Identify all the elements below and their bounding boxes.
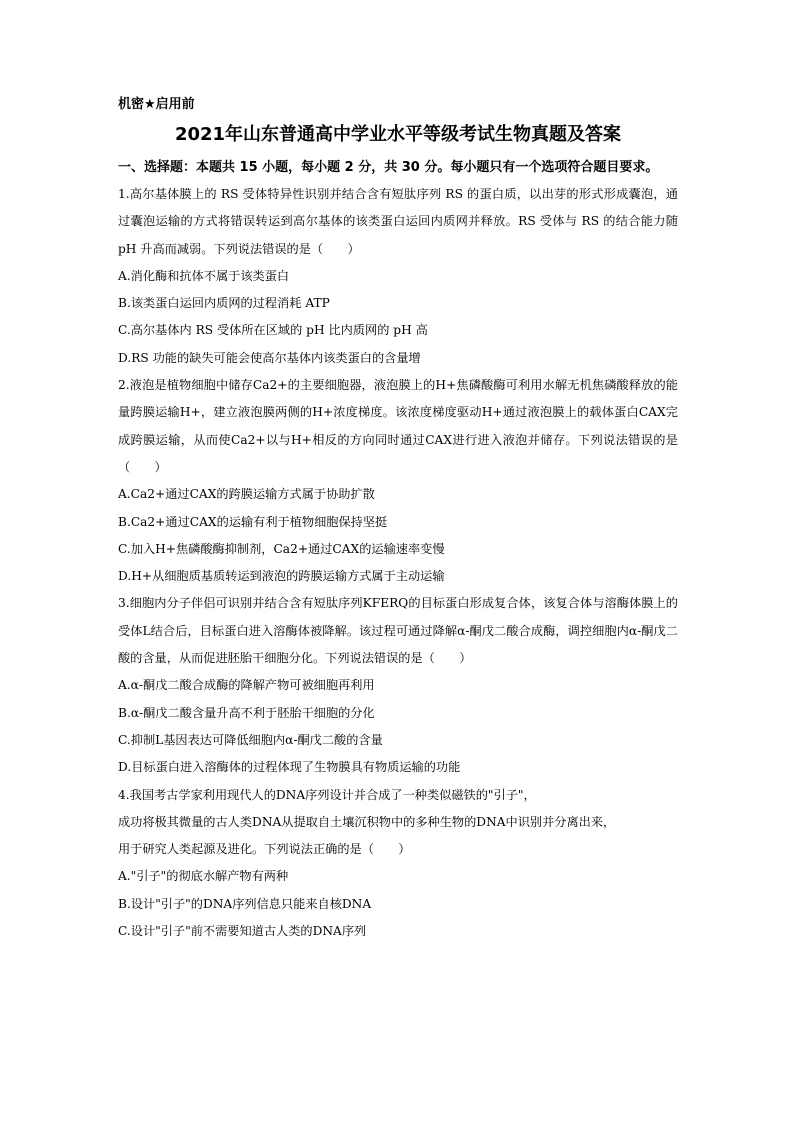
option-b: B.Ca2+通过CAX的运输有利于植物细胞保持坚挺 bbox=[118, 514, 388, 529]
confidential-label: 机密★启用前 bbox=[118, 97, 195, 112]
option-a: A.Ca2+通过CAX的跨膜运输方式属于协助扩散 bbox=[118, 487, 375, 502]
option-c: C.抑制L基因表达可降低细胞内α-酮戊二酸的含量 bbox=[118, 732, 383, 747]
option-d: D.RS 功能的缺失可能会使高尔基体内该类蛋白的含量增 bbox=[118, 350, 421, 365]
option-b: B.设计"引子"的DNA序列信息只能来自核DNA bbox=[118, 896, 372, 911]
page-title: 2021年山东普通高中学业水平等级考试生物真题及答案 bbox=[174, 124, 622, 145]
question-2 bbox=[118, 372, 678, 590]
document-page bbox=[118, 94, 678, 945]
question-stem bbox=[118, 782, 678, 864]
option-b: B.α-酮戊二酸含量升高不利于胚胎干细胞的分化 bbox=[118, 705, 375, 720]
section-heading: 一、选择题：本题共 15 小题，每小题 2 分，共 30 分。每小题只有一个选项符合题目要求。 bbox=[118, 160, 659, 175]
option-a: A.消化酶和抗体不属于该类蛋白 bbox=[118, 268, 290, 283]
option-c: C.高尔基体内 RS 受体所在区域的 pH 比内质网的 pH 高 bbox=[118, 323, 428, 338]
stem-line: 用于研究人类起源及进化。下列说法正确的是（ ） bbox=[118, 842, 411, 857]
option-d: D.H+从细胞质基质转运到液泡的跨膜运输方式属于主动运输 bbox=[118, 569, 445, 584]
stem-line: 4.我国考古学家利用现代人的DNA序列设计并合成了一种类似磁铁的"引子"， bbox=[118, 787, 536, 802]
option-a: A."引子"的彻底水解产物有两种 bbox=[118, 869, 289, 884]
question-4 bbox=[118, 782, 678, 946]
question-stem: 3.细胞内分子伴侣可识别并结合含有短肽序列KFERQ的目标蛋白形成复合体，该复合体与溶酶体膜上的受体L结合后，目标蛋白进入溶酶体被降解。该过程可通过降解α-酮戊二酸合成酶，调控细胞内α-酮戊二酸的含量，从而促进胚胎干细胞分化。下列说法错误的是（ ） bbox=[118, 596, 678, 666]
question-stem: 2.液泡是植物细胞中储存Ca2+的主要细胞器，液泡膜上的H+焦磷酸酶可利用水解无机焦磷酸释放的能量跨膜运输H+，建立液泡膜两侧的H+浓度梯度。该浓度梯度驱动H+通过液泡膜上的载体蛋白CAX完成跨膜运输，从而使Ca2+以与H+相反的方向同时通过CAX进行进入液泡并储存。下列说法错误的是（ ） bbox=[118, 378, 678, 474]
option-d: D.目标蛋白进入溶酶体的过程体现了生物膜具有物质运输的功能 bbox=[118, 760, 461, 775]
option-a: A.α-酮戊二酸合成酶的降解产物可被细胞再利用 bbox=[118, 678, 375, 693]
stem-line: 成功将极其微量的古人类DNA从提取自土壤沉积物中的多种生物的DNA中识别并分离出来， bbox=[118, 814, 616, 829]
question-stem: 1.高尔基体膜上的 RS 受体特异性识别并结合含有短肽序列 RS 的蛋白质，以出芽的形式形成囊泡，通过囊泡运输的方式将错误转运到高尔基体的该类蛋白运回内质网并释放。RS 受体与 RS 的结合能力随 pH 升高而减弱。下列说法错误的是（ ） bbox=[118, 187, 678, 256]
option-c: C.加入H+焦磷酸酶抑制剂，Ca2+通过CAX的运输速率变慢 bbox=[118, 541, 445, 556]
question-3 bbox=[118, 590, 678, 781]
question-1 bbox=[118, 181, 678, 372]
option-c: C.设计"引子"前不需要知道古人类的DNA序列 bbox=[118, 924, 367, 939]
option-b: B.该类蛋白运回内质网的过程消耗 ATP bbox=[118, 296, 330, 311]
